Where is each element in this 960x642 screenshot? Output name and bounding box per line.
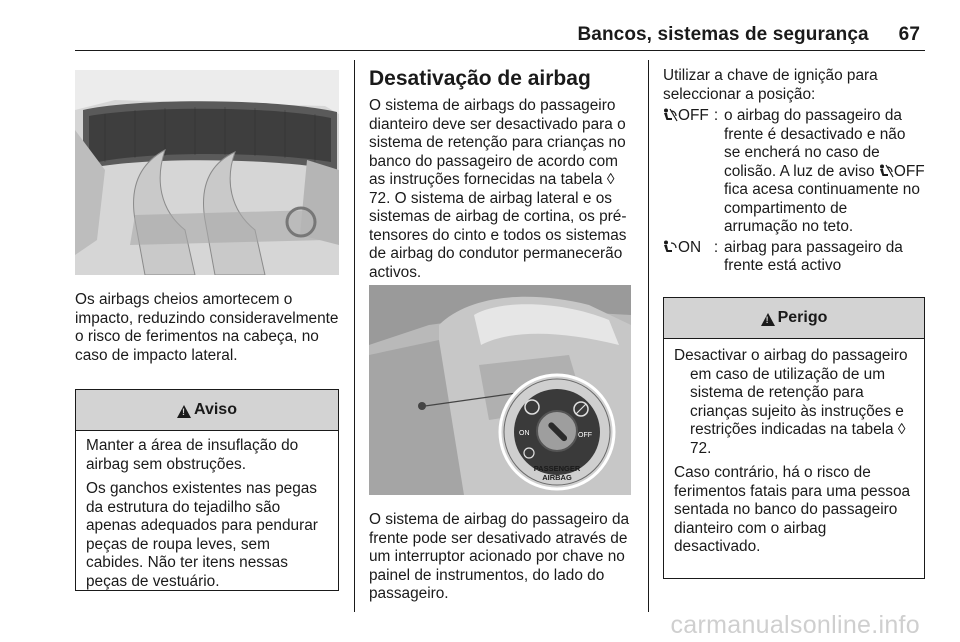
column-divider-right — [648, 60, 649, 612]
section-intro: O sistema de airbags do passageiro dianteiro deve ser desactivado para o sistema de retenção para crianças no banco do passageiro de acordo com as instruções fornecidas na tabela ◊ 72. O sistema de airbag lateral e os sistemas de airbag de cortina, os pré-tensores do cinto e todos os sistemas de airbag do condutor permanecerão activos. — [369, 97, 627, 281]
switch-label-off: OFF — [578, 432, 592, 439]
definition-term: ON — [678, 238, 702, 256]
danger-paragraph: Caso contrário, há o risco de ferimentos fatais para uma pessoa sentada no banco do passageiro dianteiro com o airbag desactivado. — [674, 464, 911, 555]
definition-text: o airbag do passageiro da frente é desactivado e não se encherá no caso de colisão. A luz de aviso — [724, 107, 906, 180]
switch-label-passenger: PASSENGER — [533, 464, 581, 473]
page-number: 67 — [898, 24, 920, 45]
definition-text: fica acesa continuamente no compartimento de arrumação no teto. — [724, 181, 920, 235]
position-intro: Utilizar a chave de ignição para seleccionar a posição: — [663, 67, 878, 103]
definition-inline-term: OFF — [893, 162, 925, 180]
notice-title: Aviso — [194, 401, 237, 418]
watermark: carmanualsonline.info — [670, 611, 920, 639]
position-definitions — [663, 107, 925, 276]
notice-paragraph: Manter a área de insuflação do airbag sem obstruções. — [86, 437, 299, 473]
notice-box — [75, 389, 339, 591]
airbag-switch-illustration — [369, 285, 631, 495]
definition-description: airbag para passageiro da frente está activo — [724, 238, 903, 274]
definition-colon: : — [713, 238, 719, 256]
airbag-off-icon — [663, 108, 678, 122]
airbag-switch-photo — [369, 285, 631, 495]
airbag-curtain-photo — [75, 70, 339, 275]
warning-triangle-icon — [177, 405, 191, 418]
airbag-curtain-illustration — [75, 70, 339, 275]
notice-header — [76, 390, 338, 431]
header-rule — [75, 50, 925, 51]
switch-label-on: ON — [519, 430, 530, 437]
column-divider-left — [354, 60, 355, 612]
definition-off — [663, 107, 925, 237]
danger-box — [663, 297, 925, 579]
definition-term: OFF — [678, 107, 709, 124]
switch-caption: O sistema de airbag do passageiro da frente pode ser desativado através de um interruptor acionado por chave no painel de instrumentos, do lado do passageiro. — [369, 511, 630, 602]
header-title: Bancos, sistemas de segurança — [577, 24, 869, 45]
definition-on — [663, 239, 925, 276]
definition-colon: : — [713, 107, 719, 124]
danger-paragraph: Desactivar o airbag do passageiro em caso de utilização de um sistema de retenção para crianças sujeito às instruções e restrições indicadas na tabela ◊ 72. — [674, 347, 908, 457]
airbag-on-icon — [663, 240, 678, 254]
danger-header — [664, 298, 924, 339]
switch-label-airbag: AIRBAG — [542, 473, 572, 482]
curtain-airbag-caption: Os airbags cheios amortecem o impacto, reduzindo consideravelmente o risco de ferimentos na cabeça, no caso de impacto lateral. — [75, 291, 339, 364]
airbag-off-icon — [879, 164, 894, 178]
warning-triangle-icon — [761, 313, 775, 326]
section-title: Desativação de airbag — [369, 67, 591, 90]
notice-paragraph: Os ganchos existentes nas pegas da estrutura do tejadilho são apenas adequados para pendurar peças de roupa leves, sem cabides. Não ter itens nessas peças de vestuário. — [86, 480, 318, 590]
danger-title: Perigo — [777, 309, 828, 326]
definition-description — [724, 107, 925, 237]
running-header — [577, 24, 920, 46]
